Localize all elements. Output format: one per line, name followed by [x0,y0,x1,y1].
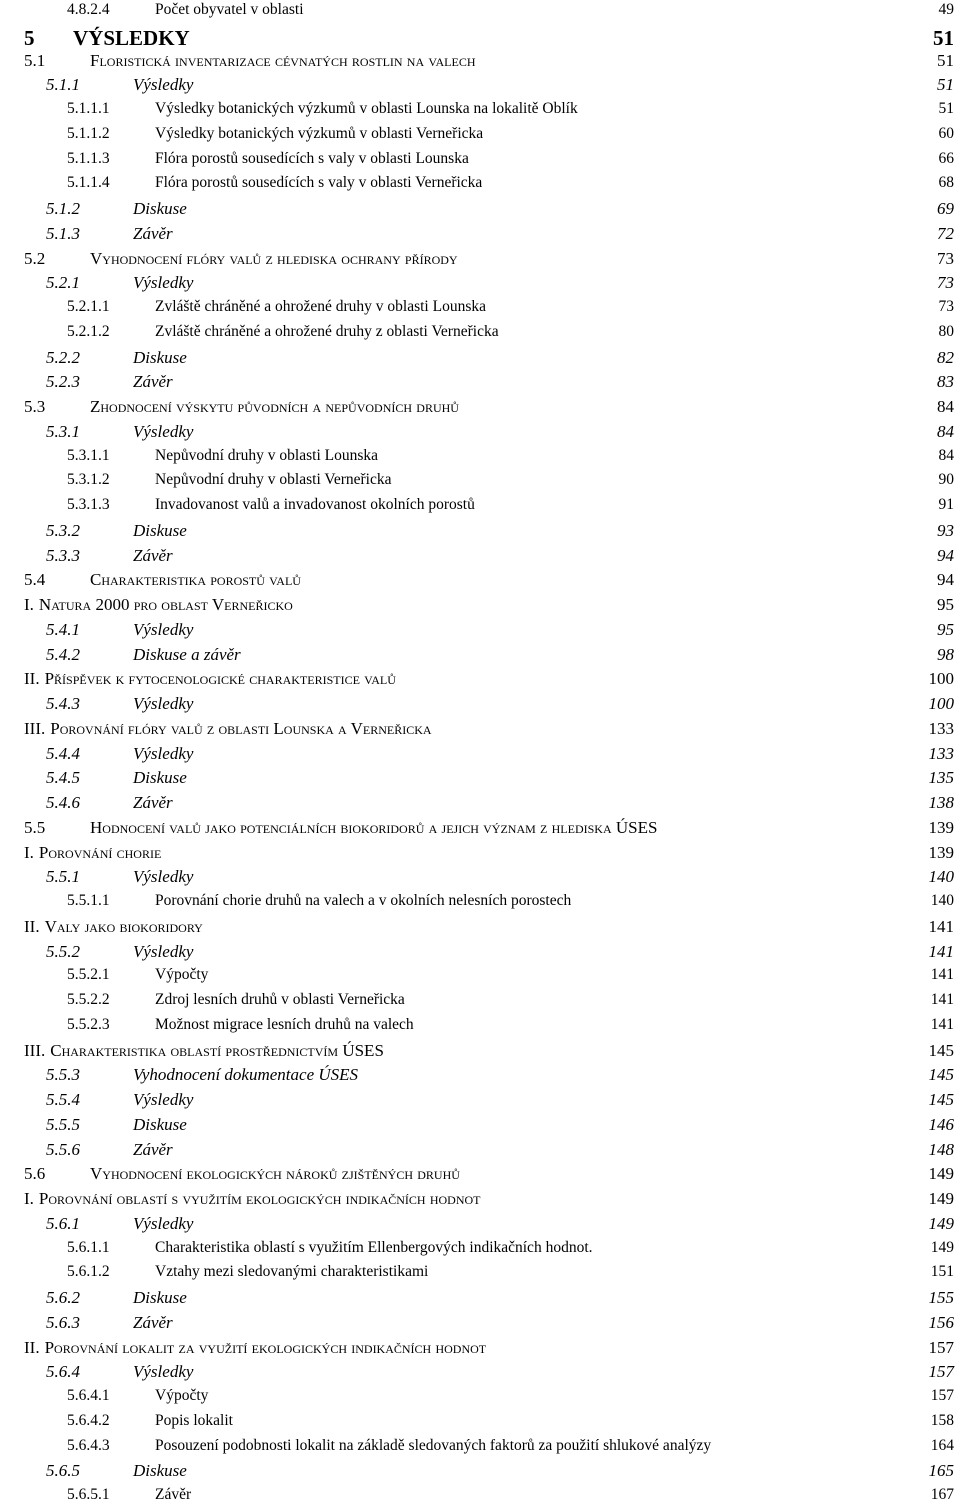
toc-entry-number: 5.5.4 [46,1090,80,1109]
toc-entry-title: Zdroj lesních druhů v oblasti Verneřicka [155,991,405,1008]
toc-entry-page: 141 [928,916,954,936]
toc-entry-page: 51 [938,100,954,117]
toc-entry[interactable] [46,1115,954,1139]
toc-entry-page: 83 [937,372,954,392]
toc-entry-page: 82 [937,347,954,367]
toc-entry[interactable] [46,768,954,792]
toc-entry-page: 164 [930,1436,954,1454]
toc-entry-page: 66 [938,149,954,167]
toc-entry-title: Porovnání flóry valů z oblasti Lounska a Verneřicka [50,718,432,738]
toc-entry-title: Popis lokalit [155,1411,233,1429]
toc-entry-title: VÝSLEDKY [73,25,190,50]
toc-entry-title: Závěr [133,793,173,812]
toc-entry-number: 5.5.1.1 [67,892,110,909]
toc-entry-number: 5.6.5 [46,1461,80,1481]
toc-entry-number: 5.6.1.1 [67,1238,110,1256]
toc-entry-number: 5.5.3 [46,1065,80,1085]
toc-entry-number: 5.2 [24,248,46,268]
toc-entry-page: 73 [937,248,954,268]
toc-entry-title: Závěr [133,1139,173,1159]
toc-entry[interactable] [24,1041,954,1065]
toc-entry-number: 5.1.1.1 [67,100,110,117]
toc-entry-number: 5.1.1 [46,75,80,95]
toc-entry-page: 138 [928,793,954,812]
toc-entry[interactable] [46,1313,954,1337]
toc-entry-page: 156 [928,1312,954,1332]
toc-entry[interactable] [46,372,954,396]
toc-entry-page: 72 [937,223,954,243]
toc-entry[interactable] [24,26,954,50]
toc-entry-title: Nepůvodní druhy v oblasti Lounska [155,446,379,464]
toc-entry-number: 5.6 [24,1164,46,1184]
toc-entry[interactable] [67,1016,954,1040]
toc-entry[interactable] [67,496,954,520]
toc-entry[interactable] [46,942,954,966]
toc-entry[interactable] [46,867,954,891]
toc-entry-number: 5.3.1 [46,421,80,441]
toc-entry-page: 148 [928,1139,954,1159]
toc-entry-title: Porovnání lokalit za využití ekologických indikačních hodnot [44,1337,487,1357]
toc-entry[interactable] [67,150,954,174]
toc-entry-title: Diskuse [133,199,187,218]
toc-entry-number: 5.5.2 [46,941,80,961]
toc-entry-number: 5.3.1.1 [67,446,110,464]
toc-entry-number: 5.4.3 [46,694,80,713]
toc-entry-number: 5.1.1.2 [67,124,110,142]
toc-entry[interactable] [67,447,954,471]
toc-entry-number: 5.4.4 [46,743,80,763]
toc-entry-number: 5 [24,25,35,50]
toc-entry-title: Výsledky [133,421,194,441]
toc-entry[interactable] [46,1214,954,1238]
toc-entry-title: Závěr [155,1486,192,1503]
toc-entry-title: Výsledky botanických výzkumů v oblasti Verneřicka [155,124,484,142]
toc-entry-title: Valy jako biokoridory [44,916,203,936]
toc-entry-title: Diskuse [133,1288,187,1307]
toc-entry[interactable] [46,1090,954,1114]
toc-entry-page: 149 [928,1164,954,1184]
toc-entry[interactable] [46,546,954,570]
toc-entry-number: I. [24,842,34,862]
toc-entry-number: 5.5.6 [46,1139,80,1159]
toc-entry-page: 149 [928,1189,954,1208]
toc-entry-number: 5.5.2.2 [67,991,110,1008]
toc-entry-page: 95 [937,619,954,639]
toc-entry-page: 60 [938,124,954,142]
toc-entry-number: 5.5.5 [46,1114,80,1134]
toc-entry[interactable] [24,843,954,867]
toc-entry-page: 73 [937,273,954,293]
toc-entry-title: Zvláště chráněné a ohrožené druhy z oblasti Verneřicka [155,322,499,340]
toc-entry-title: Flóra porostů sousedících s valy v oblasti Verneřicka [155,174,483,192]
toc-entry-page: 141 [930,966,954,984]
toc-entry[interactable] [46,1140,954,1164]
toc-entry[interactable] [67,1,954,25]
toc-entry-number: III. [24,1040,46,1060]
toc-entry-number: 5.2.1.1 [67,298,110,315]
toc-entry-page: 73 [938,298,954,315]
toc-entry-number: 5.6.4 [46,1362,80,1382]
toc-entry[interactable] [46,273,954,297]
toc-entry-page: 84 [937,397,954,416]
toc-entry-page: 95 [937,595,954,614]
toc-entry-page: 69 [937,199,954,218]
toc-entry-title: Invadovanost valů a invadovanost okolních porostů [155,496,475,513]
toc-entry-page: 135 [928,768,954,788]
toc-entry[interactable] [46,744,954,768]
toc-entry-page: 139 [928,842,954,862]
toc-entry-title: Diskuse [133,1114,187,1134]
toc-entry-title: Porovnání chorie druhů na valech a v okolních nelesních porostech [155,892,572,909]
toc-entry-title: Možnost migrace lesních druhů na valech [155,1015,414,1033]
toc-entry[interactable] [24,1338,954,1362]
toc-entry-number: 5.4.5 [46,768,80,788]
toc-entry[interactable] [46,422,954,446]
toc-entry-number: II. [24,1337,40,1357]
toc-entry-page: 51 [937,50,954,70]
toc-entry-title: Vyhodnocení ekologických nároků zjištěných druhů [90,1164,460,1184]
toc-entry-title: Výsledky botanických výzkumů v oblasti Lounska na lokalitě Oblík [155,100,578,117]
toc-entry-page: 80 [938,322,954,340]
toc-entry[interactable] [67,1412,954,1436]
toc-entry-title: Výsledky [133,619,194,639]
toc-entry-number: 5.3.1.2 [67,471,110,489]
toc-entry-number: 5.5 [24,817,46,837]
toc-entry-number: II. [24,916,40,936]
toc-entry-number: 5.6.2 [46,1288,80,1307]
toc-entry-number: I. [24,595,34,614]
toc-entry-number: 5.3.1.3 [67,496,110,513]
toc-entry[interactable] [67,100,954,124]
toc-entry-title: Natura 2000 pro oblast Verneřicko [38,595,293,614]
toc-entry-number: 5.1.3 [46,223,80,243]
toc-entry[interactable] [46,75,954,99]
toc-entry-title: Vztahy mezi sledovanými charakteristikami [155,1263,429,1281]
toc-entry-number: 5.1 [24,50,46,70]
toc-entry-page: 94 [937,545,954,565]
toc-entry[interactable] [67,1263,954,1287]
toc-entry-page: 149 [930,1238,954,1256]
toc-entry[interactable] [67,966,954,990]
toc-entry-title: Výsledky [133,694,194,713]
toc-entry-title: Diskuse [133,1461,187,1481]
toc-entry-title: Hodnocení valů jako potenciálních biokoridorů a jejich význam z hlediska ÚSES [90,817,658,837]
toc-entry-title: Výsledky [133,941,194,961]
toc-entry-page: 84 [938,446,954,464]
toc-entry-page: 157 [928,1337,954,1357]
toc-entry-number: 5.6.1.2 [67,1263,110,1281]
toc-entry-title: Diskuse [133,768,187,788]
toc-entry-page: 141 [930,1015,954,1033]
toc-entry[interactable] [67,174,954,198]
toc-entry-title: Výsledky [133,1090,194,1109]
toc-entry[interactable] [67,1486,954,1510]
toc-entry-title: Výsledky [133,743,194,763]
toc-entry-number: 5.4.1 [46,619,80,639]
toc-entry-page: 93 [937,520,954,540]
toc-entry-number: 5.4.6 [46,793,80,812]
toc-entry-number: 5.6.4.1 [67,1387,110,1404]
toc-entry-title: Charakteristika oblastí prostřednictvím ÚSES [50,1040,384,1060]
toc-entry[interactable] [46,1362,954,1386]
toc-entry[interactable] [46,348,954,372]
toc-entry-title: Příspěvek k fytocenologické charakteristice valů [44,669,396,689]
toc-entry-title: Porovnání chorie [38,842,162,862]
toc-entry-number: 5.3.3 [46,545,80,565]
toc-entry[interactable] [46,694,954,718]
toc-entry-page: 146 [928,1114,954,1134]
toc-entry-title: Závěr [133,372,173,392]
toc-entry-page: 84 [937,421,954,441]
toc-entry-page: 49 [938,1,954,18]
toc-entry[interactable] [24,818,954,842]
toc-entry-number: 5.6.3 [46,1312,80,1332]
toc-entry-number: 5.2.2 [46,347,80,367]
toc-entry[interactable] [46,645,954,669]
toc-entry[interactable] [46,199,954,223]
toc-entry-page: 157 [930,1387,954,1404]
toc-entry-title: Výpočty [155,1387,209,1404]
toc-entry-page: 100 [928,669,954,689]
toc-entry-title: Diskuse [133,347,187,367]
toc-entry[interactable] [46,521,954,545]
toc-entry-number: 5.1.1.3 [67,149,110,167]
toc-entry-page: 141 [930,991,954,1008]
toc-entry-title: Flóra porostů sousedících s valy v oblasti Lounska [155,149,469,167]
toc-entry-title: Diskuse [133,520,187,540]
toc-entry-page: 167 [930,1486,954,1503]
toc-entry-page: 155 [928,1288,954,1307]
toc-entry[interactable] [24,669,954,693]
toc-entry[interactable] [67,892,954,916]
toc-entry-title: Charakteristika oblastí s využitím Ellenbergových indikačních hodnot. [155,1238,593,1256]
toc-entry-page: 145 [928,1090,954,1109]
toc-entry-number: 5.3.2 [46,520,80,540]
toc-entry-number: 5.5.1 [46,867,80,887]
toc-entry-title: Vyhodnocení dokumentace ÚSES [133,1065,359,1085]
toc-entry-number: 5.1.1.4 [67,174,110,192]
toc-entry-page: 158 [930,1411,954,1429]
toc-entry-title: Posouzení podobnosti lokalit na základě sledovaných faktorů za použití shlukové analýzy [155,1436,712,1454]
toc-entry[interactable] [67,1387,954,1411]
toc-entry-title: Závěr [133,1312,173,1332]
toc-entry[interactable] [24,595,954,619]
toc-entry[interactable] [24,570,954,594]
toc-entry-number: 5.6.1 [46,1213,80,1233]
toc-entry-title: Závěr [133,223,173,243]
toc-entry-page: 140 [928,867,954,887]
toc-entry[interactable] [46,1461,954,1485]
toc-entry-title: Výpočty [155,966,209,984]
toc-entry-number: 5.6.4.3 [67,1436,110,1454]
toc-entry-page: 145 [928,1040,954,1060]
toc-entry[interactable] [67,471,954,495]
toc-entry[interactable] [24,1164,954,1188]
toc-entry-number: 5.2.1.2 [67,322,110,340]
toc-entry-title: Závěr [133,545,173,565]
toc-entry[interactable] [24,397,954,421]
toc-entry-title: Vyhodnocení flóry valů z hlediska ochrany přírody [90,248,458,268]
toc-entry-page: 165 [928,1461,954,1481]
toc-entry-number: 5.4 [24,570,46,590]
toc-entry[interactable] [46,1288,954,1312]
toc-entry-number: 5.2.1 [46,273,80,293]
toc-entry-page: 51 [933,25,954,50]
toc-entry[interactable] [67,1437,954,1461]
toc-entry-number: 5.2.3 [46,372,80,392]
toc-entry-number: 5.6.4.2 [67,1411,110,1429]
toc-entry-number: I. [24,1189,34,1208]
toc-entry-title: Diskuse a závěr [133,644,241,664]
toc-entry-page: 157 [928,1362,954,1382]
toc-entry-title: Zhodnocení výskytu původních a nepůvodních druhů [90,397,459,416]
toc-entry[interactable] [46,793,954,817]
toc-entry[interactable] [24,917,954,941]
toc-entry-page: 91 [938,496,954,513]
toc-entry-page: 133 [928,718,954,738]
toc-entry[interactable] [24,1189,954,1213]
toc-entry-page: 51 [937,75,954,95]
toc-entry-page: 151 [930,1263,954,1281]
toc-entry-number: II. [24,669,40,689]
toc-entry[interactable] [46,224,954,248]
toc-entry-number: 5.4.2 [46,644,80,664]
toc-entry[interactable] [46,1065,954,1089]
toc-entry-page: 94 [937,570,954,590]
toc-entry-number: 5.1.2 [46,199,80,218]
toc-entry-title: Výsledky [133,1213,194,1233]
toc-entry-page: 98 [937,644,954,664]
toc-entry-page: 139 [928,817,954,837]
toc-entry-page: 149 [928,1213,954,1233]
toc-entry-title: Výsledky [133,867,194,887]
toc-entry[interactable] [24,719,954,743]
toc-entry[interactable] [67,298,954,322]
toc-entry[interactable] [46,620,954,644]
toc-entry-page: 133 [928,743,954,763]
toc-entry-title: Charakteristika porostů valů [90,570,301,590]
toc-entry-title: Nepůvodní druhy v oblasti Verneřicka [155,471,392,489]
toc-entry-page: 140 [930,892,954,909]
toc-entry[interactable] [24,51,954,75]
toc-entry-number: III. [24,718,46,738]
toc-entry-number: 5.5.2.1 [67,966,110,984]
toc-entry-title: Výsledky [133,273,194,293]
toc-entry-page: 90 [938,471,954,489]
toc-entry-number: 5.5.2.3 [67,1015,110,1033]
toc-entry-page: 141 [928,941,954,961]
toc-entry-title: Výsledky [133,75,194,95]
toc-entry-title: Floristická inventarizace cévnatých rostlin na valech [90,50,476,70]
toc-entry[interactable] [67,125,954,149]
toc-entry-page: 145 [928,1065,954,1085]
toc-entry-page: 68 [938,174,954,192]
toc-entry-title: Porovnání oblastí s využitím ekologických indikačních hodnot [38,1189,481,1208]
toc-entry[interactable] [67,1239,954,1263]
toc-entry-title: Zvláště chráněné a ohrožené druhy v oblasti Lounska [155,298,486,315]
toc-entry-number: 5.6.5.1 [67,1486,110,1503]
toc-entry-page: 100 [928,694,954,713]
toc-entry[interactable] [24,249,954,273]
toc-entry[interactable] [67,323,954,347]
toc-entry-title: Počet obyvatel v oblasti [155,1,304,18]
toc-entry[interactable] [67,991,954,1015]
toc-entry-number: 5.3 [24,397,46,416]
toc-entry-number: 4.8.2.4 [67,1,110,18]
toc-entry-title: Výsledky [133,1362,194,1382]
